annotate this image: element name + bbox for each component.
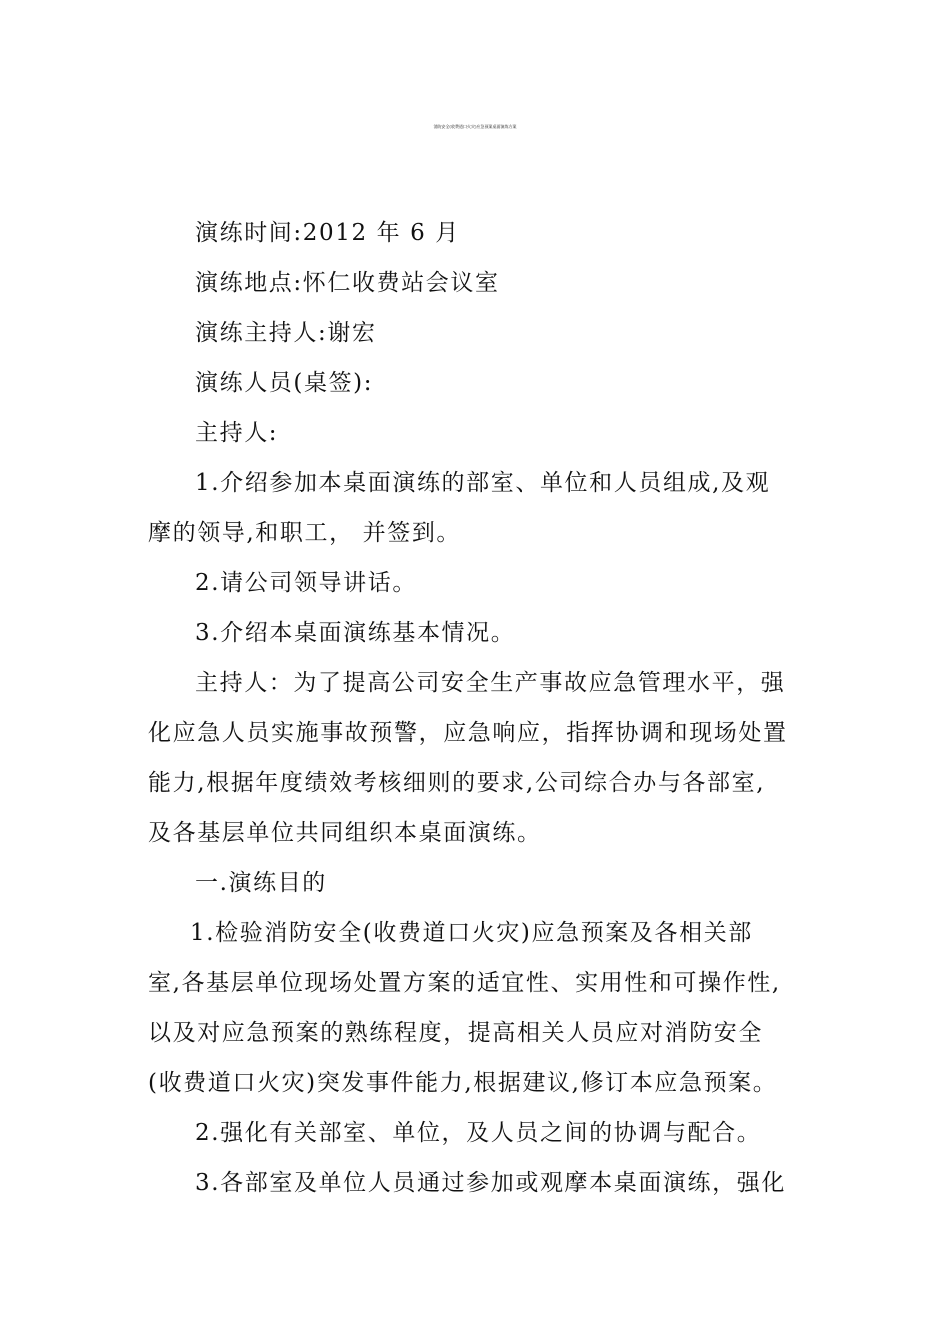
text-line-drill-personnel: 演练人员(桌签): [195,370,374,396]
text-line: 能力,根据年度绩效考核细则的要求,公司综合办与各部室, [148,770,766,796]
text-line: 3.介绍本桌面演练基本情况。 [195,620,516,646]
text-line-drill-time: 演练时间:2012 年 6 月 [195,220,460,246]
text-line: 及各基层单位共同组织本桌面演练。 [148,820,542,846]
section-heading-drill-purpose: 一.演练目的 [195,870,327,896]
text-line: 化应急人员实施事故预警，应急响应，指挥协调和现场处置 [148,720,788,746]
text-line: 摩的领导,和职工， 并签到。 [148,520,462,546]
text-line: 以及对应急预案的熟练程度，提高相关人员应对消防安全 [148,1020,763,1046]
text-line: (收费道口火灾)突发事件能力,根据建议,修订本应急预案。 [148,1070,778,1096]
text-line: 主持人：为了提高公司安全生产事故应急管理水平，强 [195,670,786,696]
text-line: 2.请公司领导讲话。 [195,570,417,596]
text-line: 2.强化有关部室、单位，及人员之间的协调与配合。 [195,1120,762,1146]
text-line-host-label: 主持人: [195,420,279,446]
text-line: 1.检验消防安全(收费道口火灾)应急预案及各相关部 [190,920,753,946]
text-line: 3.各部室及单位人员通过参加或观摩本桌面演练，强化 [195,1170,786,1196]
text-line: 1.介绍参加本桌面演练的部室、单位和人员组成,及观 [195,470,771,496]
document-title: 消防安全(收费道口火灾)应急预案桌面演练方案 [433,124,517,129]
text-line-drill-location: 演练地点:怀仁收费站会议室 [195,270,500,296]
text-line-drill-host: 演练主持人:谢宏 [195,320,377,346]
text-line: 室,各基层单位现场处置方案的适宜性、实用性和可操作性, [148,970,781,996]
